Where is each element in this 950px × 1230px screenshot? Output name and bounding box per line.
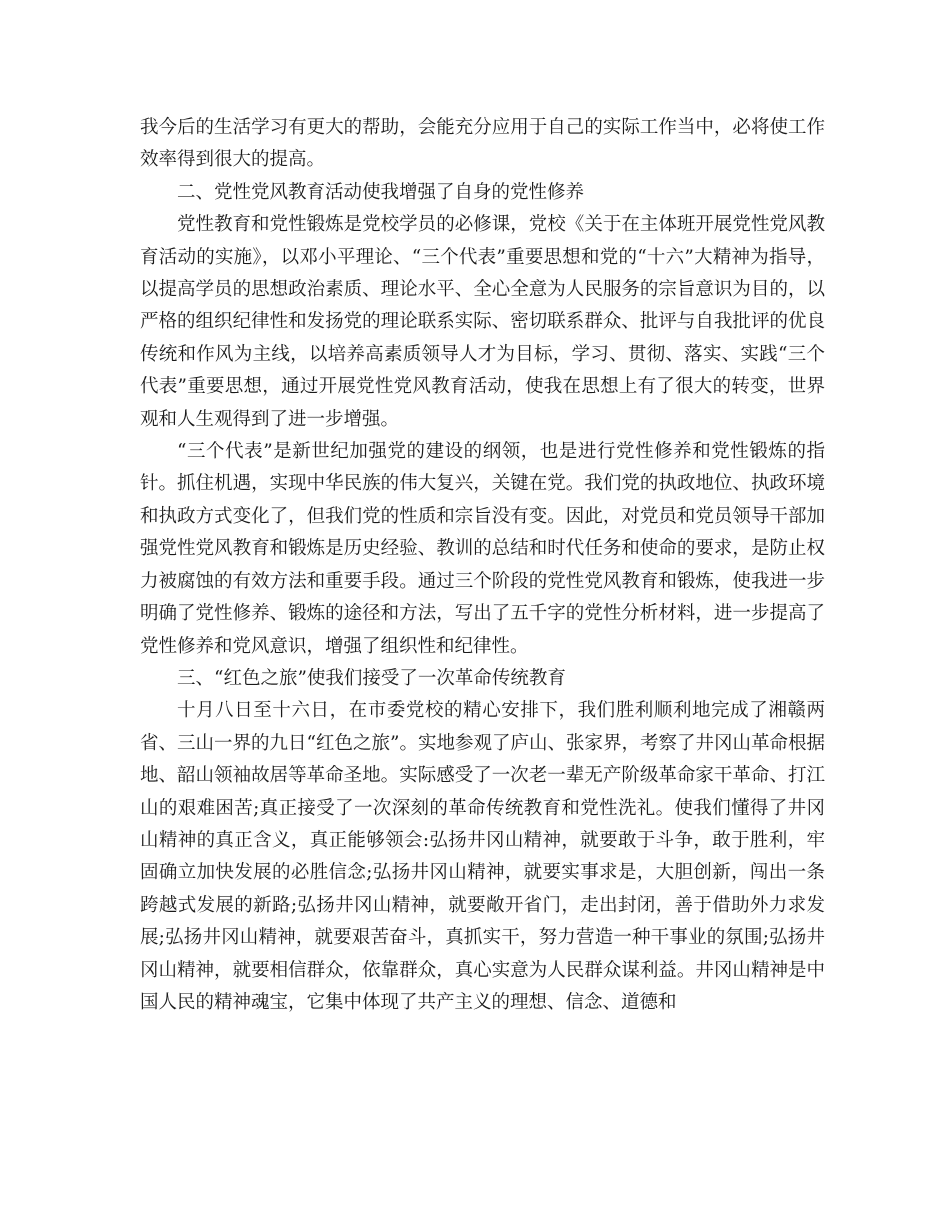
- section-heading-two: 二、党性党风教育活动使我增强了自身的党性修养: [177, 181, 585, 203]
- section-heading-three: 三、“红色之旅”使我们接受了一次革命传统教育: [177, 667, 566, 689]
- document-body: [140, 112, 825, 1019]
- paragraph-continuation: 我今后的生活学习有更大的帮助，会能充分应用于自己的实际工作当中，必将使工作效率得到很大的提高。: [140, 117, 825, 171]
- paragraph-red-tour: 十月八日至十六日，在市委党校的精心安排下，我们胜利顺利地完成了湘赣两省、三山一界的九日“红色之旅”。实地参观了庐山、张家界，考察了井冈山革命根据地、韶山领袖故居等革命圣地。实际感受了一次老一辈无产阶级革命家干革命、打江山的艰难困苦;真正接受了一次深刻的革命传统教育和党性洗礼。使我们懂得了井冈山精神的真正含义，真正能够领会:弘扬井冈山精神，就要敢于斗争，敢于胜利，牢固确立加快发展的必胜信念;弘扬井冈山精神，就要实事求是，大胆创新，闯出一条跨越式发展的新路;弘扬井冈山精神，就要敞开省门，走出封闭，善于借助外力求发展;弘扬井冈山精神，就要艰苦奋斗，真抓实干，努力营造一种干事业的氛围;弘扬井冈山精神，就要相信群众，依靠群众，真心实意为人民群众谋利益。井冈山精神是中国人民的精神魂宝，它集中体现了共产主义的理想、信念、道德和: [140, 700, 825, 1013]
- paragraph-party-education: 党性教育和党性锻炼是党校学员的必修课，党校《关于在主体班开展党性党风教育活动的实施》，以邓小平理论、“三个代表”重要思想和党的“十六”大精神为指导，以提高学员的思想政治素质、理论水平、全心全意为人民服务的宗旨意识为目的，以严格的组织纪律性和发扬党的理论联系实际、密切联系群众、批评与自我批评的优良传统和作风为主线，以培养高素质领导人才为目标，学习、贯彻、落实、实践“三个代表”重要思想，通过开展党性党风教育活动，使我在思想上有了很大的转变，世界观和人生观得到了进一步增强。: [140, 214, 825, 430]
- paragraph-three-represents: “三个代表”是新世纪加强党的建设的纲领，也是进行党性修养和党性锻炼的指针。抓住机遇，实现中华民族的伟大复兴，关键在党。我们党的执政地位、执政环境和执政方式变化了，但我们党的性质和宗旨没有变。因此，对党员和党员领导干部加强党性党风教育和锻炼是历史经验、教训的总结和时代任务和使命的要求，是防止权力被腐蚀的有效方法和重要手段。通过三个阶段的党性党风教育和锻炼，使我进一步明确了党性修养、锻炼的途径和方法，写出了五千字的党性分析材料，进一步提高了党性修养和党风意识，增强了组织性和纪律性。: [140, 441, 825, 657]
